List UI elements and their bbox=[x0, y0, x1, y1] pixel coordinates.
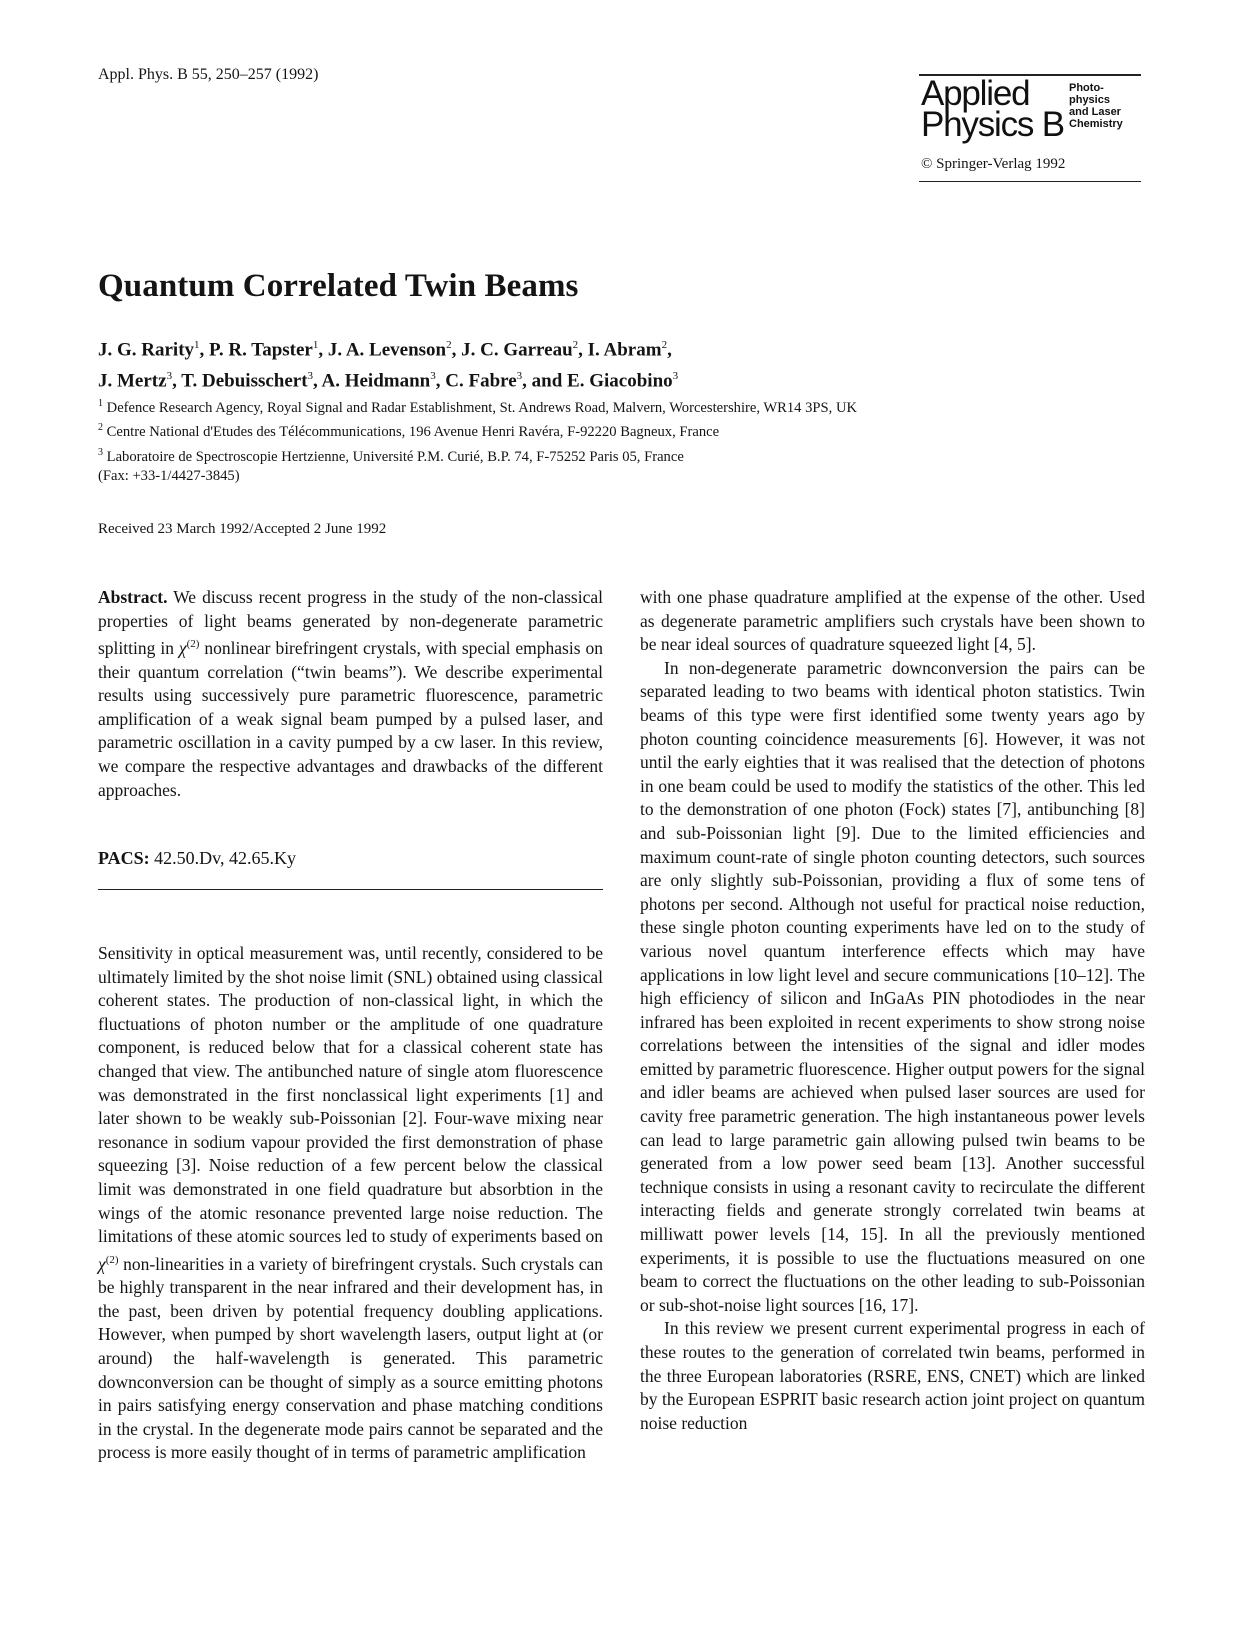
abstract-text: We discuss recent progress in the study of the non-classical properties of light beams generated by non-degenerate parametric splitting in bbox=[98, 587, 603, 659]
affiliation bbox=[98, 418, 958, 442]
author: P. R. Tapster bbox=[209, 339, 313, 361]
journal-subtitle-line: Photo- bbox=[1069, 81, 1104, 94]
author: T. Debuisschert bbox=[181, 370, 308, 392]
author-list: J. G. Rarity$^1$, P. R. Tapster$^1$, J. A. Levenson$^2$, J. C. Garreau$^2$, I. Abram$^2$, J. Mertz$^3$, T. Debuisschert$^3$, A. Heidmann$^3$, C. Fabre$^3$, and E. Giacobino$^3$ bbox=[98, 339, 679, 392]
logo-bottom-rule bbox=[919, 181, 1141, 183]
affiliation-mark: 2 bbox=[446, 339, 452, 351]
affiliation-mark: 3 bbox=[516, 370, 523, 383]
section-divider bbox=[98, 889, 603, 890]
affiliation-number: 2 bbox=[98, 422, 103, 434]
body-text: Sensitivity in optical measurement was, until recently, considered to be ultimately limited by the shot noise limit (SNL) obtained using classical coherent states. The production of non-classical light, in which the fluctuations of photon number or the amplitude of one quadrature component, is reduced below that for a classical coherent state has changed that view. The antibunched nature of single atom fluorescence was demonstrated in the first nonclassical light experiments [1] and later shown to be weakly sub-Poissonian [2]. Four-wave mixing near resonance in sodium vapour provided the first demonstration of phase squeezing [3]. Noise reduction of a few percent below the classical limit was demonstrated in one field quadrature but absorbtion in the wings of the atomic resonance prevented large noise reduction. The limitations of these atomic sources led to study of experiments based on bbox=[98, 943, 603, 1247]
journal-logo bbox=[919, 74, 1141, 182]
affiliation-mark: 1 bbox=[194, 339, 200, 351]
author: I. Abram bbox=[587, 339, 662, 361]
chi-superscript: (2) bbox=[186, 638, 200, 651]
author: J. C. Garreau bbox=[461, 339, 573, 361]
affiliation-text: Centre National d'Etudes des Télécommunications, 196 Avenue Henri Ravéra, F-92220 Bagneux, France bbox=[106, 424, 720, 441]
affiliation-mark: 3 bbox=[307, 370, 314, 383]
affiliation-mark: 2 bbox=[661, 339, 668, 351]
affiliation-mark: 3 bbox=[166, 370, 173, 383]
author: J. A. Levenson bbox=[327, 339, 447, 361]
affiliation-mark: 2 bbox=[572, 339, 579, 351]
pacs-label: PACS: bbox=[98, 848, 150, 868]
body-paragraph: with one phase quadrature amplified at the expense of the other. Used as degenerate parametric amplifiers such crystals have been shown to be near ideal sources of quadrature squeezed light [4, 5]. bbox=[640, 587, 1145, 655]
abstract bbox=[98, 586, 603, 802]
chi-symbol: χ bbox=[98, 1253, 106, 1274]
introduction-left-column bbox=[98, 942, 603, 1465]
journal-subtitle-line: Chemistry bbox=[1069, 117, 1123, 130]
journal-citation: Appl. Phys. B 55, 250–257 (1992) bbox=[98, 66, 319, 83]
chi-superscript: (2) bbox=[105, 1253, 119, 1266]
abstract-text: nonlinear birefringent crystals, with special emphasis on their quantum correlation (“twin beams”). We describe experimental results using successively pure parametric fluorescence, parametric amplification of a weak signal beam pumped by a pulsed laser, and parametric oscillation in a cavity pumped by a cw laser. In this review, we compare the respective advantages and drawbacks of the different approaches. bbox=[98, 638, 603, 800]
body-paragraph: In this review we present current experimental progress in each of these routes to the generation of correlated twin beams, performed in the three European laboratories (RSRE, ENS, CNET) which are linked by the European ESPRIT basic research action joint project on quantum noise reduction bbox=[640, 1318, 1145, 1433]
body-text: non-linearities in a variety of birefringent crystals. Such crystals can be highly transparent in the near infrared and their development has, in the past, been driven by potential frequency doubling applications. However, when pumped by short wavelength lasers, output light at (or around) the half-wavelength is generated. This parametric downconversion can be thought of simply as a source emitting photons in pairs satisfying energy conservation and phase matching conditions in the crystal. In the degenerate mode pairs cannot be separated and the process is more easily thought of in terms of parametric amplification bbox=[98, 1253, 603, 1463]
chi-symbol: χ bbox=[178, 638, 187, 659]
affiliation-text: Defence Research Agency, Royal Signal and Radar Establishment, St. Andrews Road, Malvern, Worcestershire, WR14 3PS, UK bbox=[106, 399, 858, 416]
journal-brand bbox=[921, 73, 1064, 144]
affiliation-text: Laboratoire de Spectroscopie Hertzienne, Université P.M. Curié, B.P. 74, F-75252 Paris 05, France bbox=[106, 448, 684, 465]
journal-subtitle-line: and Laser bbox=[1069, 105, 1121, 118]
copyright-notice: © Springer-Verlag 1992 bbox=[921, 155, 1066, 172]
author: C. Fabre bbox=[445, 370, 517, 392]
affiliation-number: 3 bbox=[98, 446, 103, 458]
author: and E. Giacobino bbox=[531, 370, 673, 392]
affiliation-mark: 1 bbox=[312, 339, 319, 351]
affiliations bbox=[98, 394, 958, 487]
journal-brand-line1: Applied bbox=[921, 73, 1030, 113]
affiliation-mark: 3 bbox=[430, 370, 436, 383]
received-dates: Received 23 March 1992/Accepted 2 June 1992 bbox=[98, 521, 387, 537]
introduction-right-column bbox=[640, 586, 1145, 1435]
body-paragraph: In non-degenerate parametric downconversion the pairs can be separated leading to two beams with identical photon statistics. Twin beams of this type were first identified some twenty years ago by photon counting coincidence measurements [6]. However, it was not until the early eighties that it was realised that the detection of photons in one beam could be used to modify the statistics of the other. This led to the demonstration of one photon (Fock) states [7], antibunching [8] and sub-Poissonian light [9]. Due to the limited efficiencies and maximum count-rate of single photon counting detectors, such sources are only slightly sub-Poissonian, providing a flux of some tens of photons per second. Although not useful for practical noise reduction, these single photon counting experiments have led on to the study of various novel quantum interference effects which may have applications in low light level and secure communications [10–12]. The high efficiency of silicon and InGaAs PIN photodiodes in the near infrared has been exploited in recent experiments to show strong noise correlations between the intensities of the signal and idler modes emitted by parametric fluorescence. Higher output powers for the signal and idler beams are achieved when pulsed laser sources are used for cavity free parametric generation. The high instantaneous power levels can lead to large parametric gain allowing pulsed twin beams to be generated from a low power seed beam [13]. Another successful technique consists in using a resonant cavity to recirculate the different interacting fields and generate strongly correlated twin beams at milliwatt power levels [14, 15]. In all the previously mentioned experiments, it is possible to use the fluctuations measured on one beam to correct the fluctuations on the other leading to sub-Poissonian or sub-shot-noise light sources [16, 17]. bbox=[640, 657, 1145, 1315]
paper-title: Quantum Correlated Twin Beams bbox=[98, 268, 579, 304]
fax-number: (Fax: +33-1/4427-3845) bbox=[98, 468, 240, 485]
journal-brand-line2: Physics B bbox=[921, 104, 1064, 144]
abstract-label: Abstract. bbox=[98, 587, 168, 607]
journal-subtitle-line: physics bbox=[1069, 93, 1110, 106]
author: A. Heidmann bbox=[321, 370, 431, 392]
author: J. Mertz bbox=[98, 370, 167, 392]
affiliation bbox=[98, 443, 958, 467]
pacs-value: 42.50.Dv, 42.65.Ky bbox=[154, 848, 297, 868]
journal-subtitle bbox=[1069, 82, 1123, 130]
affiliation bbox=[98, 394, 958, 418]
affiliation-mark: 3 bbox=[672, 370, 679, 383]
author: J. G. Rarity bbox=[98, 339, 195, 361]
affiliation-number: 1 bbox=[98, 398, 103, 409]
pacs-codes bbox=[98, 848, 296, 869]
